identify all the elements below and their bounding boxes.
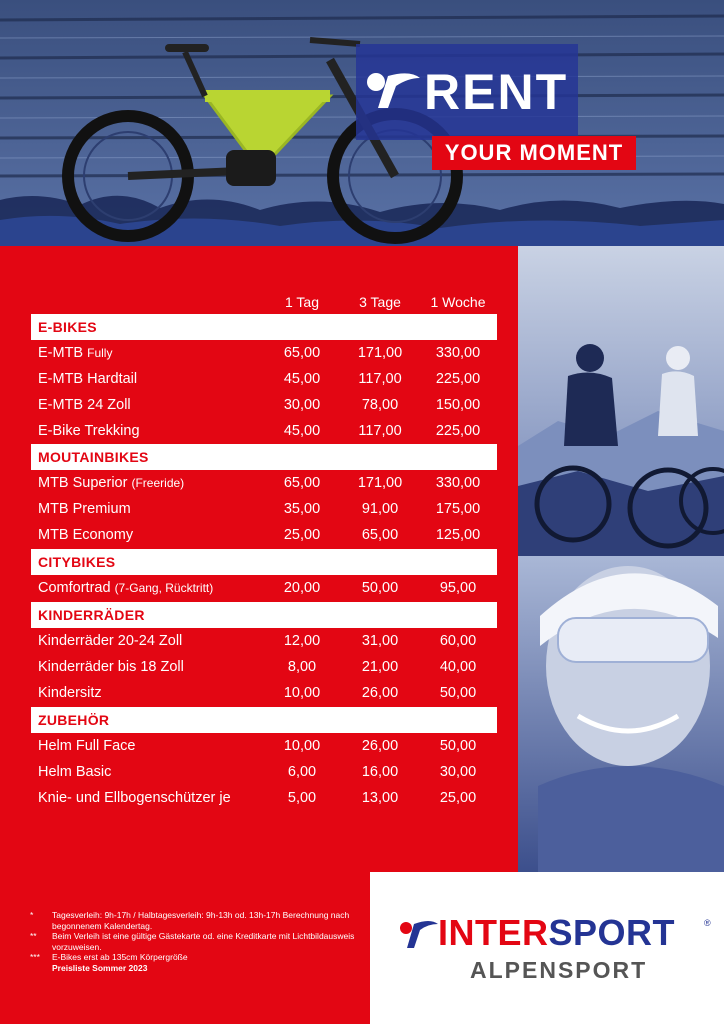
item-name: E-MTB Hardtail [38,371,138,387]
price-3-tage: 26,00 [361,685,399,701]
riders-photo [518,246,724,872]
price-3-tage: 16,00 [361,764,399,780]
price-1-woche: 25,00 [439,790,477,806]
item-name: MTB Premium [38,501,131,517]
price-1-tag: 45,00 [283,371,321,387]
price-row [38,498,498,520]
category-label: ZUBEHÖR [38,712,110,728]
price-1-tag: 45,00 [283,423,321,439]
price-1-tag: 5,00 [287,790,317,806]
price-row [38,577,498,599]
category-kinderraeder [31,602,497,628]
price-row [38,656,498,678]
brand-name-red: INTER [438,912,549,953]
price-row [38,394,498,416]
price-3-tage: 91,00 [361,501,399,517]
price-1-tag: 65,00 [283,475,321,491]
price-row [38,682,498,704]
price-row [38,735,498,757]
price-1-woche: 330,00 [435,345,481,361]
footnote-text: Tagesverleih: 9h-17h / Halbtagesverleih: 9h-13h od. 13h-17h Berechnung nach begonnenem Kalendertag. [52,910,350,931]
price-3-tage: 65,00 [361,527,399,543]
price-1-woche: 330,00 [435,475,481,491]
price-row [38,787,498,809]
price-row [38,630,498,652]
intersport-swoosh-icon [398,916,438,952]
price-row [38,368,498,390]
price-1-woche: 150,00 [435,397,481,413]
price-3-tage: 31,00 [361,633,399,649]
category-label: KINDERRÄDER [38,607,145,623]
category-label: CITYBIKES [38,554,116,570]
footnote-mark: *** [30,952,40,962]
item-name: Kinderräder 20-24 Zoll [38,633,183,649]
footnote [30,931,360,952]
price-row [38,472,498,494]
category-mountainbikes [31,444,497,470]
category-label: MOUTAINBIKES [38,449,149,465]
price-3-tage: 78,00 [361,397,399,413]
item-name: MTB Superior (Freeride) [38,475,185,491]
rent-title: RENT [424,64,569,120]
footnote [30,952,360,963]
price-1-woche: 225,00 [435,371,481,387]
item-name: MTB Economy [38,527,134,543]
brand-name-blue: SPORT [548,912,676,953]
price-row [38,342,498,364]
tagline-your-moment: YOUR MOMENT [432,136,636,170]
price-3-tage: 117,00 [358,371,402,387]
price-1-woche: 60,00 [439,633,477,649]
footnote-text: E-Bikes erst ab 135cm Körpergröße [52,952,188,962]
price-row [38,420,498,442]
rider-photos [518,246,724,872]
price-1-tag: 10,00 [283,738,321,754]
brand-name [438,912,675,954]
footnote-mark: * [30,910,34,920]
price-1-woche: 40,00 [439,659,477,675]
item-name: Helm Full Face [38,738,136,754]
footnote-mark: ** [30,931,37,941]
price-1-woche: 50,00 [439,685,477,701]
category-citybikes [31,549,497,575]
price-3-tage: 117,00 [358,423,402,439]
price-1-woche: 125,00 [435,527,481,543]
item-name: Comfortrad (7-Gang, Rücktritt) [38,580,214,596]
brand-subtitle: ALPENSPORT [470,957,648,983]
header-1-woche: 1 Woche [430,294,486,310]
category-e-bikes [31,314,497,340]
price-1-woche: 175,00 [435,501,481,517]
item-detail: (Freeride) [131,476,185,490]
price-1-woche: 50,00 [439,738,477,754]
header-1-tag: 1 Tag [285,294,319,310]
item-name: Kindersitz [38,685,102,701]
price-1-woche: 30,00 [439,764,477,780]
price-list-label: Preisliste Sommer 2023 [52,962,148,973]
item-name: E-Bike Trekking [38,423,140,439]
item-name: E-MTB Fully [38,345,113,361]
price-1-woche: 225,00 [435,423,481,439]
price-1-tag: 8,00 [287,659,317,675]
price-1-tag: 20,00 [283,580,321,596]
item-name: Helm Basic [38,764,112,780]
price-1-tag: 30,00 [283,397,321,413]
price-3-tage: 171,00 [357,475,403,491]
price-1-tag: 25,00 [283,527,321,543]
item-name: E-MTB 24 Zoll [38,397,131,413]
registered-mark: ® [704,918,711,928]
footnote-text: Beim Verleih ist eine gültige Gästekarte od. eine Kreditkarte mit Lichtbildausweis vorzuweisen. [52,931,355,952]
item-detail: (7-Gang, Rücktritt) [114,581,214,595]
item-detail: Fully [87,346,113,360]
footnotes [30,910,360,973]
price-1-woche: 95,00 [439,580,477,596]
price-1-tag: 35,00 [283,501,321,517]
price-3-tage: 13,00 [361,790,399,806]
price-row [38,524,498,546]
price-3-tage: 26,00 [361,738,399,754]
intersport-logo-icon [362,62,422,122]
price-row [38,761,498,783]
price-3-tage: 50,00 [361,580,399,596]
footnote [30,910,360,931]
item-name: Knie- und Ellbogenschützer je [38,790,231,806]
category-label: E-BIKES [38,319,97,335]
price-3-tage: 171,00 [357,345,403,361]
price-1-tag: 10,00 [283,685,321,701]
category-zubehoer [31,707,497,733]
price-3-tage: 21,00 [361,659,399,675]
price-1-tag: 6,00 [287,764,317,780]
price-1-tag: 65,00 [283,345,321,361]
price-1-tag: 12,00 [283,633,321,649]
header-3-tage: 3 Tage [359,294,401,310]
item-name: Kinderräder bis 18 Zoll [38,659,184,675]
